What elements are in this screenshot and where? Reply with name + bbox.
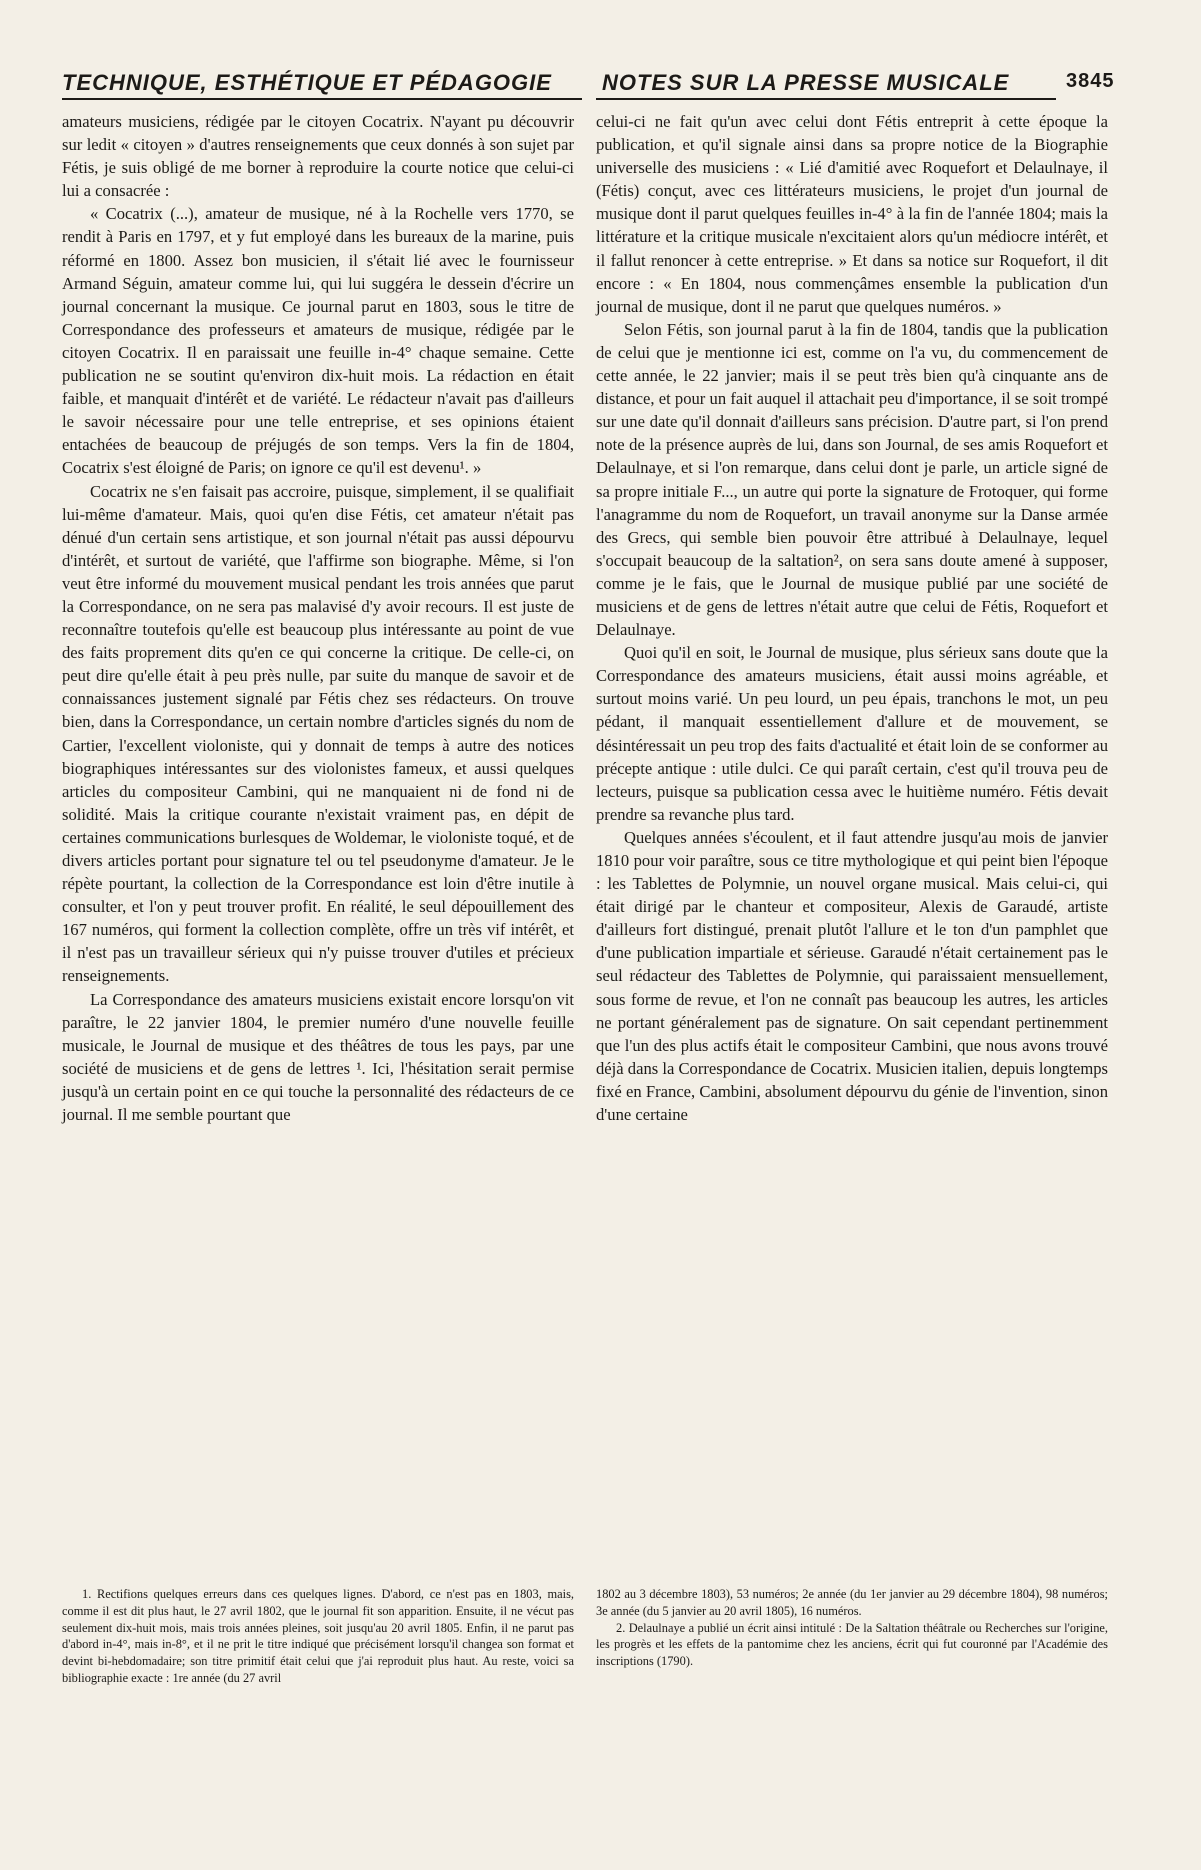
paragraph: Quelques années s'écoulent, et il faut attendre jusqu'au mois de janvier 1810 pour voir paraître, sous ce titre mythologique et qui peint bien l'époque : les Tablettes de Polymnie, un nouvel organe musical. Mais celui-ci, qui était dirigé par le chanteur et compositeur, Alexis de Garaudé, artiste d'ailleurs fort distingué, prenait plutôt l'allure et le ton d'un pamphlet que d'une publication impartiale et sérieuse. Garaudé n'était certainement pas le seul rédacteur des Tablettes de Polymnie, qui paraissaient mensuellement, sous forme de revue, et l'on ne connaît pas beaucoup les autres, les articles ne portant généralement pas de signature. On sait cependant pertinemment que l'un des plus actifs était le compositeur Cambini, que nous avons trouvé déjà dans la Correspondance de Cocatrix. Musicien italien, depuis longtemps fixé en France, Cambini, absolument dépourvu du génie de l'invention, sinon d'une certaine <box>596 827 1108 1125</box>
left-column <box>62 110 574 1126</box>
paragraph: Quoi qu'il en soit, le Journal de musique, plus sérieux sans doute que la Correspondance des amateurs musiciens, était aussi moins agréable, et surtout moins varié. Un peu lourd, un peu épais, tranchons le mot, un peu pédant, il manquait essentiellement d'allure et de mouvement, se désintéressait un peu trop des faits d'actualité et était loin de se conformer au précepte antique : utile dulci. Ce qui paraît certain, c'est qu'il trouva peu de lecteurs, puisque sa publication cessa avec le huitième numéro. Fétis devait prendre sa revanche plus tard. <box>596 643 1108 824</box>
header-rule-left <box>62 98 582 100</box>
footnotes-left <box>62 1586 574 1687</box>
footnote: 2. Delaulnaye a publié un écrit ainsi intitulé : De la Saltation théâtrale ou Recherches sur l'origine, les progrès et les effets de la pantomime chez les anciens, écrit qui fut couronné par l'Académie des inscriptions (1790). <box>596 1620 1108 1669</box>
paragraph: Cocatrix ne s'en faisait pas accroire, puisque, simplement, il se qualifiait lui-même d'amateur. Mais, quoi qu'en dise Fétis, cet amateur n'était pas dénué d'un certain sens artistique, et son journal n'était pas aussi dépourvu d'intérêt, et surtout de variété, que l'affirme son biographe. Même, si l'on veut être informé du mouvement musical pendant les trois années que parut la Correspondance, on ne sera pas malavisé d'y avoir recours. Il est juste de reconnaître toutefois qu'elle est beaucoup plus intéressante au point de vue des faits proprement dits qu'en ce qui concerne la critique. De celle-ci, on peut dire qu'elle était à peu près nulle, par suite du manque de savoir et de connaissances justement signalé par Fétis chez ses rédacteurs. On trouve bien, dans la Correspondance, un certain nombre d'articles signés du nom de Cartier, l'excellent violoniste, qui y donnait de temps à autre des notices biographiques intéressantes sur des violonistes fameux, et aussi quelques articles du compositeur Cambini, qui ne manquaient ni de fond ni de solidité. Mais la critique courante n'existait vraiment pas, en dépit de certaines communications burlesques de Woldemar, le violoniste toqué, et de divers articles portant pour signature tel ou tel pseudonyme d'amateur. Je le répète pourtant, la collection de la Correspondance est loin d'être inutile à consulter, et l'on y peut trouver profit. En réalité, le seul dépouillement des 167 numéros, qui forment la collection complète, offre un très vif intérêt, et il n'est pas un travailleur sérieux qui n'y puisse trouver d'utiles et précieux renseignements. <box>62 481 574 986</box>
paragraph: celui-ci ne fait qu'un avec celui dont Fétis entreprit à cette époque la publication, et qu'il signale ainsi dans sa propre notice de la Biographie universelle des musiciens : « Lié d'amitié avec Roquefort et Delaulnaye, il (Fétis) conçut, avec ces littérateurs musiciens, le projet d'un journal de musique dont il parut quelques feuilles in-4° à la fin de l'année 1804; mais la littérature et la critique musicale n'excitaient alors qu'un médiocre intérêt, et il fallut renoncer à cette entreprise. » Et dans sa notice sur Roquefort, il dit encore : « En 1804, nous commençâmes ensemble la publication d'un journal de musique, dont il ne parut que quelques numéros. » <box>596 112 1108 316</box>
paragraph: La Correspondance des amateurs musiciens existait encore lorsqu'on vit paraître, le 22 janvier 1804, le premier numéro d'une nouvelle feuille musicale, le Journal de musique et des théâtres de tous les pays, par une société de musiciens et de gens de lettres ¹. Ici, l'hésitation serait permise jusqu'à un certain point en ce qui touche la personnalité des rédacteurs de ce journal. Il me semble pourtant que <box>62 989 574 1125</box>
paragraph: amateurs musiciens, rédigée par le citoyen Cocatrix. N'ayant pu découvrir sur ledit « citoyen » d'autres renseignements que ceux donnés à son sujet par Fétis, je suis obligé de me borner à reproduire la courte notice que celui-ci lui a consacrée : <box>62 112 574 201</box>
header-rule-right <box>596 98 1056 100</box>
footnote-continuation: 1802 au 3 décembre 1803), 53 numéros; 2e année (du 1er janvier au 29 décembre 1804), 98 numéros; 3e année (du 5 janvier au 20 avril 1805), 16 numéros. <box>596 1587 1108 1618</box>
header-right-title: NOTES SUR LA PRESSE MUSICALE <box>602 70 1010 95</box>
footnote: 1. Rectifions quelques erreurs dans ces quelques lignes. D'abord, ce n'est pas en 1803, mais, comme il est dit plus haut, le 27 avril 1802, que le journal fit son apparition. Ensuite, il ne vécut pas seulement dix-huit mois, mais trois années pleines, soit jusqu'au 20 avril 1805. Enfin, il ne parut pas d'abord in-4°, mais in-8°, et il ne prit le titre indiqué que précisément lorsqu'il changea son format et devint bi-hebdomadaire; son titre primitif était celui que j'ai reproduit plus haut. Au reste, voici sa bibliographie exacte : 1re année (du 27 avril <box>62 1587 574 1685</box>
paragraph: Selon Fétis, son journal parut à la fin de 1804, tandis que la publication de celui que je mentionne ici est, comme on l'a vu, du commencement de cette année, le 22 janvier; mais il se peut très bien qu'à cinquante ans de distance, et pour un fait auquel il attachait peu d'importance, il se soit trompé sur une date qu'il donnait d'ailleurs sans précision. D'autre part, si l'on prend note de la présence auprès de lui, dans son Journal, de ses amis Roquefort et Delaulnaye, et si l'on remarque, dans celui dont je parle, un article signé de sa propre initiale F..., un autre qui porte la signature de Frotoquer, qui forme l'anagramme du nom de Roquefort, un travail anonyme sur la Danse armée des Grecs, qui semble bien pouvoir être attribué à Delaulnaye, lequel s'occupait beaucoup de la saltation², on sera sans doute amené à supposer, comme je le fais, que le Journal de musique publié par une société de musiciens et de gens de lettres n'était autre que celui de Fétis, Roquefort et Delaulnaye. <box>596 319 1108 640</box>
page-number: 3845 <box>1066 70 1115 92</box>
header-left-title: TECHNIQUE, ESTHÉTIQUE ET PÉDAGOGIE <box>62 70 552 95</box>
paragraph: « Cocatrix (...), amateur de musique, né à la Rochelle vers 1770, se rendit à Paris en 1797, et y fut employé dans les bureaux de la marine, puis réformé en 1800. Assez bon musicien, il s'était lié avec le fournisseur Armand Séguin, amateur comme lui, qui lui suggéra le dessein d'écrire un journal concernant la musique. Ce journal parut en 1803, sous le titre de Correspondance des professeurs et amateurs de musique, rédigée par le citoyen Cocatrix. Il en paraissait une feuille in-4° chaque semaine. Cette publication ne se soutint qu'environ dix-huit mois. La rédaction en était faible, et manquait d'intérêt et de variété. Le rédacteur n'avait pas d'ailleurs le savoir nécessaire pour une telle entreprise, et ses opinions étaient entachées de beaucoup de préjugés de son temps. Vers la fin de 1804, Cocatrix s'est éloigné de Paris; on ignore ce qu'il est devenu¹. » <box>62 204 574 478</box>
right-column <box>596 110 1108 1126</box>
footnotes-right <box>596 1586 1108 1670</box>
